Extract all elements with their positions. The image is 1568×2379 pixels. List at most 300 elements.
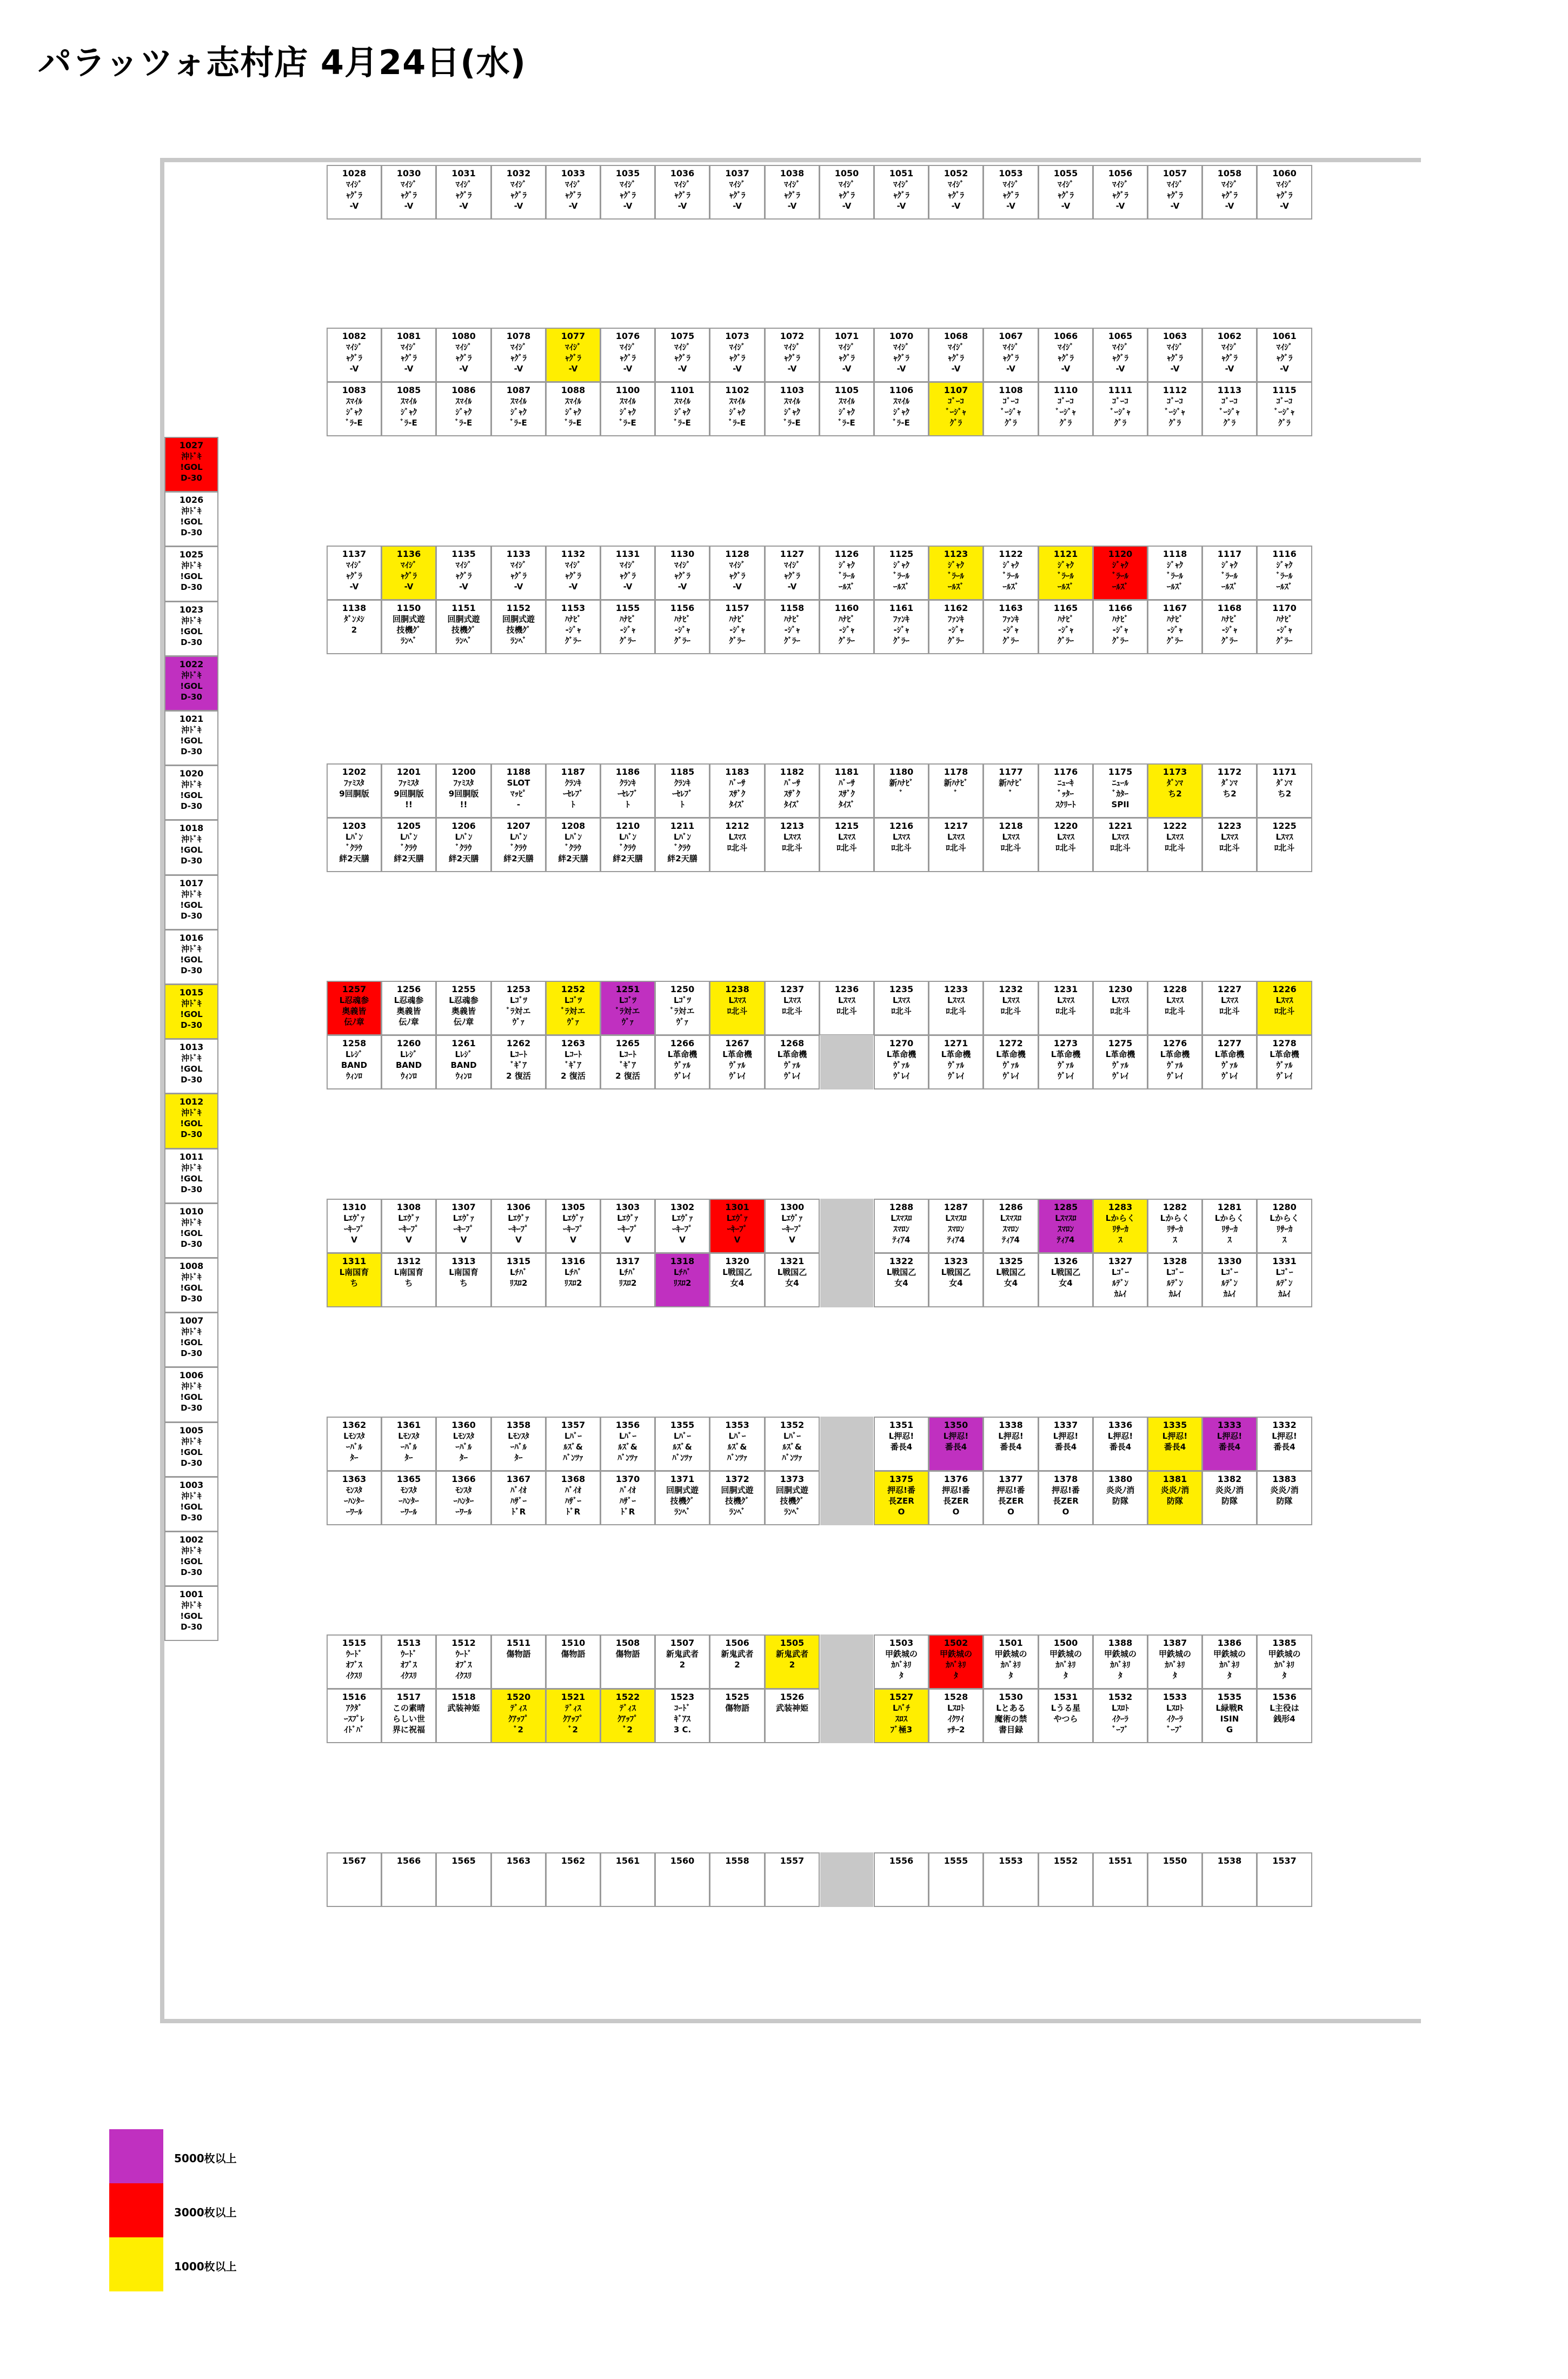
machine-cell[interactable] xyxy=(546,546,601,600)
machine-cell[interactable] xyxy=(819,546,874,600)
machine-cell[interactable] xyxy=(327,382,382,436)
machine-cell[interactable] xyxy=(491,546,546,600)
machine-cell[interactable] xyxy=(600,382,655,436)
machine-cell[interactable] xyxy=(928,763,984,818)
machine-cell[interactable] xyxy=(655,1035,710,1089)
machine-cell[interactable] xyxy=(819,600,874,654)
side-machine-cell[interactable] xyxy=(164,820,218,875)
side-machine-cell[interactable] xyxy=(164,1203,218,1258)
machine-cell[interactable] xyxy=(874,165,929,220)
machine-cell[interactable] xyxy=(709,1199,765,1253)
machine-cell[interactable] xyxy=(436,1199,491,1253)
machine-cell[interactable] xyxy=(928,546,984,600)
machine-cell[interactable] xyxy=(983,1417,1039,1471)
machine-cell[interactable] xyxy=(819,818,874,872)
machine-cell[interactable] xyxy=(874,1471,929,1525)
machine-cell[interactable] xyxy=(1202,1035,1257,1089)
machine-cell[interactable] xyxy=(655,763,710,818)
machine-cell[interactable] xyxy=(983,763,1039,818)
machine-cell[interactable] xyxy=(765,1253,820,1307)
machine-cell[interactable] xyxy=(1038,1689,1093,1743)
machine-cell[interactable] xyxy=(600,546,655,600)
machine-cell[interactable] xyxy=(819,328,874,382)
machine-cell[interactable] xyxy=(1147,165,1202,220)
machine-cell[interactable] xyxy=(600,600,655,654)
side-machine-cell[interactable] xyxy=(164,984,218,1039)
machine-cell[interactable] xyxy=(491,165,546,220)
machine-cell[interactable] xyxy=(546,1689,601,1743)
machine-cell[interactable] xyxy=(600,1471,655,1525)
machine-cell[interactable] xyxy=(1147,1417,1202,1471)
machine-cell[interactable] xyxy=(327,546,382,600)
machine-cell[interactable] xyxy=(928,1035,984,1089)
machine-cell[interactable] xyxy=(546,382,601,436)
machine-cell[interactable] xyxy=(1147,1852,1202,1907)
machine-cell[interactable] xyxy=(1202,600,1257,654)
machine-cell[interactable] xyxy=(1147,382,1202,436)
machine-cell[interactable] xyxy=(983,382,1039,436)
machine-cell[interactable] xyxy=(1257,1852,1312,1907)
machine-cell[interactable] xyxy=(1038,1471,1093,1525)
machine-cell[interactable] xyxy=(709,1253,765,1307)
machine-cell[interactable] xyxy=(765,763,820,818)
machine-cell[interactable] xyxy=(1147,981,1202,1035)
machine-cell[interactable] xyxy=(1202,763,1257,818)
machine-cell[interactable] xyxy=(983,981,1039,1035)
machine-cell[interactable] xyxy=(1038,818,1093,872)
machine-cell[interactable] xyxy=(1147,1471,1202,1525)
machine-cell[interactable] xyxy=(1038,1253,1093,1307)
machine-cell[interactable] xyxy=(983,600,1039,654)
side-machine-cell[interactable] xyxy=(164,1586,218,1641)
side-machine-cell[interactable] xyxy=(164,1258,218,1313)
machine-cell[interactable] xyxy=(381,1253,436,1307)
machine-cell[interactable] xyxy=(436,1253,491,1307)
machine-cell[interactable] xyxy=(491,382,546,436)
machine-cell[interactable] xyxy=(655,382,710,436)
side-machine-cell[interactable] xyxy=(164,1093,218,1149)
machine-cell[interactable] xyxy=(546,1199,601,1253)
machine-cell[interactable] xyxy=(491,600,546,654)
machine-cell[interactable] xyxy=(546,328,601,382)
machine-cell[interactable] xyxy=(983,1689,1039,1743)
machine-cell[interactable] xyxy=(491,1852,546,1907)
machine-cell[interactable] xyxy=(327,1634,382,1689)
machine-cell[interactable] xyxy=(436,763,491,818)
machine-cell[interactable] xyxy=(1093,981,1148,1035)
machine-cell[interactable] xyxy=(928,600,984,654)
machine-cell[interactable] xyxy=(928,1852,984,1907)
machine-cell[interactable] xyxy=(709,763,765,818)
machine-cell[interactable] xyxy=(874,1417,929,1471)
machine-cell[interactable] xyxy=(765,818,820,872)
machine-cell[interactable] xyxy=(765,328,820,382)
machine-cell[interactable] xyxy=(655,600,710,654)
machine-cell[interactable] xyxy=(1257,600,1312,654)
machine-cell[interactable] xyxy=(1093,382,1148,436)
machine-cell[interactable] xyxy=(546,1852,601,1907)
machine-cell[interactable] xyxy=(1257,1689,1312,1743)
machine-cell[interactable] xyxy=(381,382,436,436)
machine-cell[interactable] xyxy=(1202,1852,1257,1907)
machine-cell[interactable] xyxy=(436,981,491,1035)
side-machine-cell[interactable] xyxy=(164,491,218,547)
machine-cell[interactable] xyxy=(709,1689,765,1743)
machine-cell[interactable] xyxy=(928,1471,984,1525)
machine-cell[interactable] xyxy=(765,1689,820,1743)
machine-cell[interactable] xyxy=(1202,818,1257,872)
machine-cell[interactable] xyxy=(765,981,820,1035)
machine-cell[interactable] xyxy=(655,1199,710,1253)
machine-cell[interactable] xyxy=(1093,165,1148,220)
machine-cell[interactable] xyxy=(819,165,874,220)
machine-cell[interactable] xyxy=(1147,600,1202,654)
machine-cell[interactable] xyxy=(546,1253,601,1307)
machine-cell[interactable] xyxy=(1038,165,1093,220)
machine-cell[interactable] xyxy=(546,818,601,872)
side-machine-cell[interactable] xyxy=(164,875,218,930)
machine-cell[interactable] xyxy=(928,818,984,872)
machine-cell[interactable] xyxy=(1147,328,1202,382)
machine-cell[interactable] xyxy=(381,818,436,872)
machine-cell[interactable] xyxy=(1257,1253,1312,1307)
machine-cell[interactable] xyxy=(546,1417,601,1471)
side-machine-cell[interactable] xyxy=(164,656,218,711)
machine-cell[interactable] xyxy=(327,1035,382,1089)
machine-cell[interactable] xyxy=(381,600,436,654)
machine-cell[interactable] xyxy=(546,1035,601,1089)
machine-cell[interactable] xyxy=(327,763,382,818)
machine-cell[interactable] xyxy=(381,165,436,220)
machine-cell[interactable] xyxy=(1202,1199,1257,1253)
machine-cell[interactable] xyxy=(1147,1634,1202,1689)
machine-cell[interactable] xyxy=(928,165,984,220)
side-machine-cell[interactable] xyxy=(164,1312,218,1367)
machine-cell[interactable] xyxy=(436,818,491,872)
machine-cell[interactable] xyxy=(1038,981,1093,1035)
machine-cell[interactable] xyxy=(819,981,874,1035)
machine-cell[interactable] xyxy=(1202,1417,1257,1471)
machine-cell[interactable] xyxy=(491,1035,546,1089)
machine-cell[interactable] xyxy=(1257,1417,1312,1471)
machine-cell[interactable] xyxy=(1147,546,1202,600)
machine-cell[interactable] xyxy=(1257,981,1312,1035)
machine-cell[interactable] xyxy=(983,1634,1039,1689)
machine-cell[interactable] xyxy=(1202,1471,1257,1525)
machine-cell[interactable] xyxy=(874,1634,929,1689)
side-machine-cell[interactable] xyxy=(164,765,218,820)
machine-cell[interactable] xyxy=(1257,328,1312,382)
machine-cell[interactable] xyxy=(655,818,710,872)
machine-cell[interactable] xyxy=(928,382,984,436)
machine-cell[interactable] xyxy=(928,1689,984,1743)
machine-cell[interactable] xyxy=(874,328,929,382)
machine-cell[interactable] xyxy=(765,1417,820,1471)
machine-cell[interactable] xyxy=(655,1689,710,1743)
machine-cell[interactable] xyxy=(381,546,436,600)
machine-cell[interactable] xyxy=(1093,1417,1148,1471)
machine-cell[interactable] xyxy=(1093,600,1148,654)
machine-cell[interactable] xyxy=(436,600,491,654)
machine-cell[interactable] xyxy=(600,1253,655,1307)
machine-cell[interactable] xyxy=(1038,1417,1093,1471)
machine-cell[interactable] xyxy=(709,981,765,1035)
machine-cell[interactable] xyxy=(874,1253,929,1307)
machine-cell[interactable] xyxy=(1038,763,1093,818)
machine-cell[interactable] xyxy=(983,165,1039,220)
machine-cell[interactable] xyxy=(436,1471,491,1525)
machine-cell[interactable] xyxy=(1257,818,1312,872)
machine-cell[interactable] xyxy=(983,1035,1039,1089)
machine-cell[interactable] xyxy=(381,981,436,1035)
machine-cell[interactable] xyxy=(765,165,820,220)
side-machine-cell[interactable] xyxy=(164,1148,218,1204)
machine-cell[interactable] xyxy=(327,600,382,654)
machine-cell[interactable] xyxy=(819,763,874,818)
machine-cell[interactable] xyxy=(765,1852,820,1907)
machine-cell[interactable] xyxy=(1038,1035,1093,1089)
machine-cell[interactable] xyxy=(1093,546,1148,600)
machine-cell[interactable] xyxy=(600,1689,655,1743)
machine-cell[interactable] xyxy=(1147,763,1202,818)
machine-cell[interactable] xyxy=(1202,1634,1257,1689)
machine-cell[interactable] xyxy=(928,1417,984,1471)
machine-cell[interactable] xyxy=(327,328,382,382)
machine-cell[interactable] xyxy=(928,328,984,382)
machine-cell[interactable] xyxy=(1038,1852,1093,1907)
machine-cell[interactable] xyxy=(1093,328,1148,382)
machine-cell[interactable] xyxy=(874,1689,929,1743)
machine-cell[interactable] xyxy=(928,1199,984,1253)
machine-cell[interactable] xyxy=(765,1471,820,1525)
machine-cell[interactable] xyxy=(381,1689,436,1743)
machine-cell[interactable] xyxy=(983,1199,1039,1253)
machine-cell[interactable] xyxy=(655,546,710,600)
machine-cell[interactable] xyxy=(765,1634,820,1689)
machine-cell[interactable] xyxy=(655,1253,710,1307)
machine-cell[interactable] xyxy=(600,1417,655,1471)
machine-cell[interactable] xyxy=(1147,1689,1202,1743)
machine-cell[interactable] xyxy=(546,981,601,1035)
machine-cell[interactable] xyxy=(436,165,491,220)
machine-cell[interactable] xyxy=(1038,1199,1093,1253)
machine-cell[interactable] xyxy=(765,382,820,436)
machine-cell[interactable] xyxy=(600,328,655,382)
machine-cell[interactable] xyxy=(1202,1689,1257,1743)
machine-cell[interactable] xyxy=(327,1253,382,1307)
machine-cell[interactable] xyxy=(874,981,929,1035)
machine-cell[interactable] xyxy=(874,1035,929,1089)
machine-cell[interactable] xyxy=(709,1417,765,1471)
machine-cell[interactable] xyxy=(600,1634,655,1689)
machine-cell[interactable] xyxy=(1147,1253,1202,1307)
machine-cell[interactable] xyxy=(1202,981,1257,1035)
machine-cell[interactable] xyxy=(327,1689,382,1743)
machine-cell[interactable] xyxy=(491,328,546,382)
machine-cell[interactable] xyxy=(491,818,546,872)
machine-cell[interactable] xyxy=(1257,165,1312,220)
machine-cell[interactable] xyxy=(1093,1253,1148,1307)
machine-cell[interactable] xyxy=(436,382,491,436)
machine-cell[interactable] xyxy=(874,818,929,872)
machine-cell[interactable] xyxy=(491,981,546,1035)
machine-cell[interactable] xyxy=(381,1417,436,1471)
machine-cell[interactable] xyxy=(546,600,601,654)
machine-cell[interactable] xyxy=(1202,328,1257,382)
machine-cell[interactable] xyxy=(491,763,546,818)
machine-cell[interactable] xyxy=(1093,1199,1148,1253)
machine-cell[interactable] xyxy=(1038,600,1093,654)
machine-cell[interactable] xyxy=(1147,818,1202,872)
machine-cell[interactable] xyxy=(491,1199,546,1253)
machine-cell[interactable] xyxy=(1093,818,1148,872)
machine-cell[interactable] xyxy=(1038,546,1093,600)
machine-cell[interactable] xyxy=(600,1852,655,1907)
machine-cell[interactable] xyxy=(874,382,929,436)
machine-cell[interactable] xyxy=(819,382,874,436)
machine-cell[interactable] xyxy=(1093,763,1148,818)
machine-cell[interactable] xyxy=(655,165,710,220)
machine-cell[interactable] xyxy=(765,600,820,654)
machine-cell[interactable] xyxy=(983,818,1039,872)
machine-cell[interactable] xyxy=(1147,1035,1202,1089)
machine-cell[interactable] xyxy=(765,546,820,600)
machine-cell[interactable] xyxy=(381,1035,436,1089)
machine-cell[interactable] xyxy=(546,1634,601,1689)
machine-cell[interactable] xyxy=(381,1471,436,1525)
side-machine-cell[interactable] xyxy=(164,710,218,766)
machine-cell[interactable] xyxy=(709,1852,765,1907)
side-machine-cell[interactable] xyxy=(164,546,218,602)
machine-cell[interactable] xyxy=(491,1689,546,1743)
machine-cell[interactable] xyxy=(709,382,765,436)
machine-cell[interactable] xyxy=(874,763,929,818)
machine-cell[interactable] xyxy=(1257,1035,1312,1089)
side-machine-cell[interactable] xyxy=(164,437,218,492)
machine-cell[interactable] xyxy=(928,1253,984,1307)
machine-cell[interactable] xyxy=(546,763,601,818)
side-machine-cell[interactable] xyxy=(164,929,218,985)
machine-cell[interactable] xyxy=(1147,1199,1202,1253)
machine-cell[interactable] xyxy=(381,763,436,818)
machine-cell[interactable] xyxy=(928,981,984,1035)
machine-cell[interactable] xyxy=(709,165,765,220)
machine-cell[interactable] xyxy=(1093,1035,1148,1089)
machine-cell[interactable] xyxy=(491,1634,546,1689)
machine-cell[interactable] xyxy=(381,1634,436,1689)
machine-cell[interactable] xyxy=(436,1634,491,1689)
machine-cell[interactable] xyxy=(765,1199,820,1253)
machine-cell[interactable] xyxy=(600,165,655,220)
machine-cell[interactable] xyxy=(491,1417,546,1471)
machine-cell[interactable] xyxy=(1257,1199,1312,1253)
machine-cell[interactable] xyxy=(874,600,929,654)
machine-cell[interactable] xyxy=(1202,382,1257,436)
machine-cell[interactable] xyxy=(1257,382,1312,436)
machine-cell[interactable] xyxy=(709,818,765,872)
side-machine-cell[interactable] xyxy=(164,601,218,656)
machine-cell[interactable] xyxy=(327,1471,382,1525)
machine-cell[interactable] xyxy=(1093,1852,1148,1907)
machine-cell[interactable] xyxy=(709,328,765,382)
side-machine-cell[interactable] xyxy=(164,1039,218,1094)
machine-cell[interactable] xyxy=(491,1253,546,1307)
machine-cell[interactable] xyxy=(1093,1634,1148,1689)
machine-cell[interactable] xyxy=(600,981,655,1035)
side-machine-cell[interactable] xyxy=(164,1367,218,1423)
machine-cell[interactable] xyxy=(381,1852,436,1907)
machine-cell[interactable] xyxy=(655,1471,710,1525)
machine-cell[interactable] xyxy=(655,1417,710,1471)
machine-cell[interactable] xyxy=(709,1471,765,1525)
side-machine-cell[interactable] xyxy=(164,1531,218,1586)
machine-cell[interactable] xyxy=(874,546,929,600)
machine-cell[interactable] xyxy=(983,1253,1039,1307)
machine-cell[interactable] xyxy=(1202,165,1257,220)
machine-cell[interactable] xyxy=(491,1471,546,1525)
machine-cell[interactable] xyxy=(874,1199,929,1253)
machine-cell[interactable] xyxy=(709,1634,765,1689)
machine-cell[interactable] xyxy=(1257,1471,1312,1525)
machine-cell[interactable] xyxy=(765,1035,820,1089)
machine-cell[interactable] xyxy=(983,1471,1039,1525)
machine-cell[interactable] xyxy=(600,1035,655,1089)
machine-cell[interactable] xyxy=(600,818,655,872)
machine-cell[interactable] xyxy=(436,1035,491,1089)
machine-cell[interactable] xyxy=(983,328,1039,382)
machine-cell[interactable] xyxy=(1257,763,1312,818)
machine-cell[interactable] xyxy=(709,600,765,654)
machine-cell[interactable] xyxy=(1093,1471,1148,1525)
machine-cell[interactable] xyxy=(381,328,436,382)
machine-cell[interactable] xyxy=(327,1199,382,1253)
machine-cell[interactable] xyxy=(327,165,382,220)
machine-cell[interactable] xyxy=(928,1634,984,1689)
machine-cell[interactable] xyxy=(1257,1634,1312,1689)
machine-cell[interactable] xyxy=(436,1417,491,1471)
machine-cell[interactable] xyxy=(546,165,601,220)
machine-cell[interactable] xyxy=(381,1199,436,1253)
machine-cell[interactable] xyxy=(1038,1634,1093,1689)
machine-cell[interactable] xyxy=(1257,546,1312,600)
machine-cell[interactable] xyxy=(327,1852,382,1907)
machine-cell[interactable] xyxy=(436,546,491,600)
machine-cell[interactable] xyxy=(600,763,655,818)
machine-cell[interactable] xyxy=(600,1199,655,1253)
machine-cell[interactable] xyxy=(436,1689,491,1743)
machine-cell[interactable] xyxy=(655,1634,710,1689)
machine-cell[interactable] xyxy=(1202,1253,1257,1307)
side-machine-cell[interactable] xyxy=(164,1422,218,1477)
machine-cell[interactable] xyxy=(874,1852,929,1907)
machine-cell[interactable] xyxy=(327,818,382,872)
machine-cell[interactable] xyxy=(983,1852,1039,1907)
machine-cell[interactable] xyxy=(436,328,491,382)
machine-cell[interactable] xyxy=(1093,1689,1148,1743)
machine-cell[interactable] xyxy=(655,328,710,382)
machine-cell[interactable] xyxy=(655,981,710,1035)
machine-cell[interactable] xyxy=(546,1471,601,1525)
machine-cell[interactable] xyxy=(327,981,382,1035)
machine-cell[interactable] xyxy=(436,1852,491,1907)
machine-cell[interactable] xyxy=(1202,546,1257,600)
machine-cell[interactable] xyxy=(709,546,765,600)
machine-cell[interactable] xyxy=(1038,328,1093,382)
machine-cell[interactable] xyxy=(983,546,1039,600)
machine-cell[interactable] xyxy=(655,1852,710,1907)
side-machine-cell[interactable] xyxy=(164,1477,218,1532)
machine-cell[interactable] xyxy=(1038,382,1093,436)
